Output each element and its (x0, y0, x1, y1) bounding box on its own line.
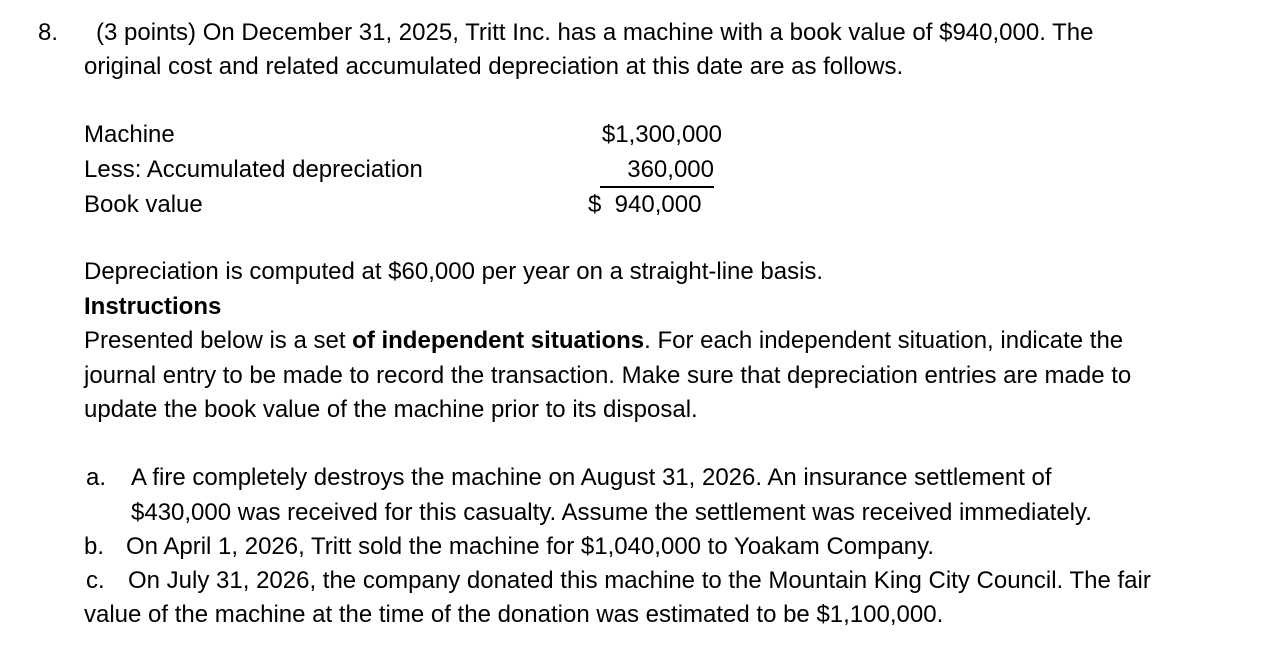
instructions-line-1 (84, 324, 1123, 358)
question-number: 8. (38, 19, 59, 46)
situation-c-marker: c. (86, 567, 105, 594)
table-row-label: Machine (84, 121, 175, 148)
instructions-emphasis: of independent situations (352, 327, 645, 354)
instructions-text: . For each independent situation, indicate the (644, 327, 1124, 354)
situation-c-line-1: On July 31, 2026, the company donated this machine to the Mountain King City Council. The fair (128, 567, 1151, 594)
question-text-line-2: original cost and related accumulated depreciation at this date are as follows. (84, 53, 904, 80)
situation-b-line-1: On April 1, 2026, Tritt sold the machine for $1,040,000 to Yoakam Company. (126, 533, 935, 560)
situation-a-marker: a. (86, 464, 107, 491)
situation-a-line-2: $430,000 was received for this casualty. Assume the settlement was received immediately. (131, 499, 1092, 526)
table-row-amount: 360,000 (627, 156, 714, 183)
instructions-line-3: update the book value of the machine prior to its disposal. (84, 396, 698, 423)
situation-b-marker: b. (84, 533, 105, 560)
table-row-label: Book value (84, 191, 203, 218)
depreciation-note: Depreciation is computed at $60,000 per year on a straight-line basis. (84, 258, 824, 285)
table-row-amount: $ 940,000 (588, 191, 702, 218)
table-row-label: Less: Accumulated depreciation (84, 156, 423, 183)
instructions-text: Presented below is a set (84, 327, 353, 354)
question-text-line-1: (3 points) On December 31, 2025, Tritt Inc. has a machine with a book value of $940,000. The (96, 19, 1094, 46)
situation-a-line-1: A fire completely destroys the machine on August 31, 2026. An insurance settlement of (131, 464, 1052, 491)
situation-c-line-2: value of the machine at the time of the donation was estimated to be $1,100,000. (84, 601, 944, 628)
instructions-heading: Instructions (84, 293, 222, 320)
table-row-amount: $1,300,000 (601, 121, 722, 148)
instructions-line-2: journal entry to be made to record the transaction. Make sure that depreciation entries are made to (84, 362, 1132, 389)
